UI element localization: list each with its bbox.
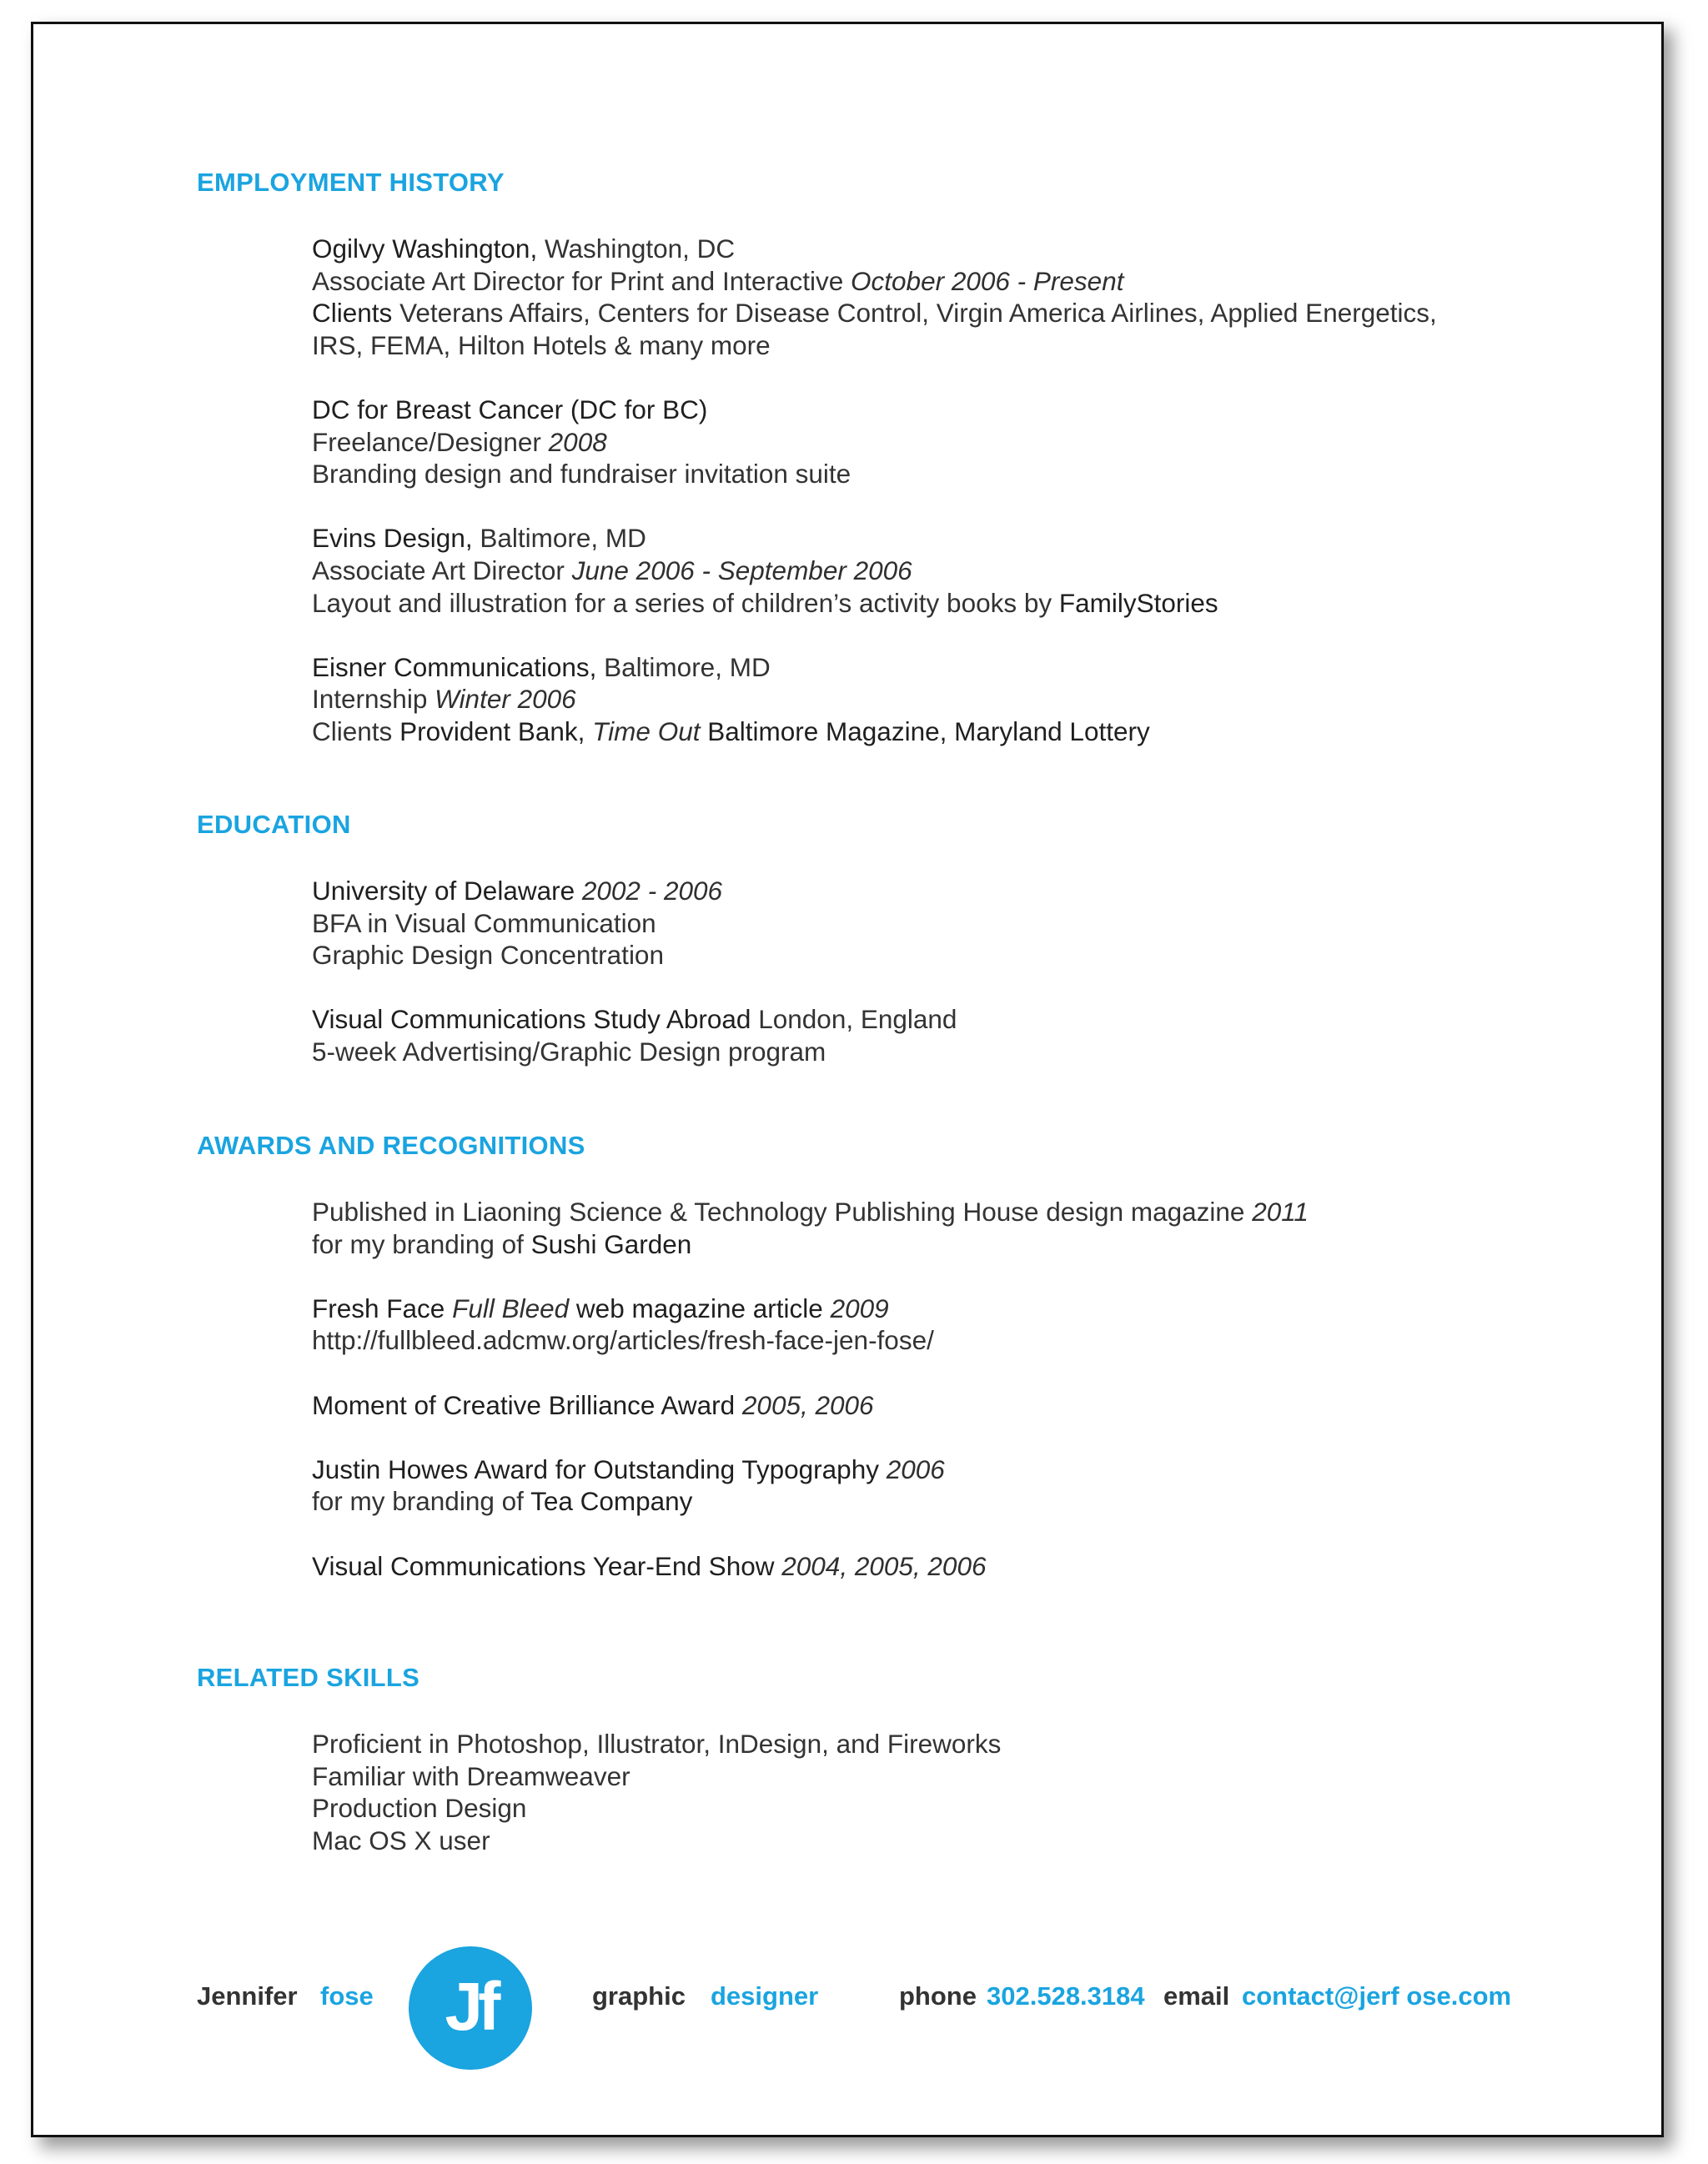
- concentration: Graphic Design Concentration: [312, 940, 664, 971]
- award-year: 2004, 2005, 2006: [781, 1550, 987, 1581]
- footer-first-name: Jennifer: [197, 1981, 298, 2011]
- award-brand: Sushi Garden: [530, 1228, 692, 1259]
- award-name: Moment of Creative Brilliance Award: [312, 1389, 736, 1420]
- resume-page: [31, 22, 1664, 2137]
- program-location: London, England: [758, 1004, 957, 1035]
- jf-logo-mark: [409, 1946, 532, 2070]
- award-text: Published in Liaoning Science & Technology Publishing House design magazine: [312, 1197, 1245, 1227]
- clients-label: Clients: [312, 298, 393, 329]
- job-dates: 2008: [548, 426, 607, 457]
- client-name: Baltimore Magazine, Maryland Lottery: [707, 715, 1150, 746]
- footer-title-graphic: graphic: [592, 1981, 686, 2011]
- award-name: Justin Howes Award for Outstanding Typography: [312, 1454, 879, 1484]
- job-role: Associate Art Director: [312, 555, 565, 585]
- employer-name: DC for Breast Cancer (DC for BC): [312, 394, 708, 424]
- award-entry-howes: [312, 1454, 1613, 1518]
- footer-email-label: email: [1163, 1981, 1230, 2011]
- education-entry-udel: [312, 875, 1613, 972]
- job-dates: Winter 2006: [435, 684, 576, 715]
- job-role: Freelance/Designer: [312, 426, 541, 457]
- degree: BFA in Visual Communication: [312, 907, 656, 938]
- footer-title-designer: designer: [711, 1981, 819, 2011]
- award-year: 2005, 2006: [741, 1389, 874, 1420]
- award-publication: Full Bleed: [452, 1293, 570, 1323]
- employer-location: Baltimore, MD: [604, 651, 771, 682]
- job-client: FamilyStories: [1058, 587, 1218, 618]
- employment-entry-evins: [312, 522, 1613, 619]
- jf-logo: [409, 1946, 532, 2070]
- skill-item: Production Design: [312, 1793, 527, 1824]
- employment-entry-eisner: [312, 651, 1613, 748]
- award-url: http://fullbleed.adcmw.org/articles/fresh-face-jen-fose/: [312, 1325, 934, 1356]
- award-year: 2006: [886, 1454, 945, 1484]
- footer-contact-bar: [197, 1946, 1615, 2071]
- skill-item: Mac OS X user: [312, 1825, 490, 1855]
- award-entry-year-end: [312, 1550, 1613, 1583]
- footer-phone-label: phone: [899, 1981, 977, 2011]
- school-name: University of Delaware: [312, 876, 575, 906]
- employer-location: Baltimore, MD: [480, 523, 646, 554]
- education-entry-abroad: [312, 1003, 1613, 1067]
- job-description: Layout and illustration for a series of children’s activity books by: [312, 587, 1052, 618]
- employment-entries: [312, 233, 1613, 748]
- footer-email[interactable]: contact@jerf ose.com: [1242, 1981, 1512, 2011]
- award-entry-fresh-face: [312, 1293, 1613, 1357]
- employment-entry-dcbc: [312, 394, 1613, 490]
- award-text: Fresh Face: [312, 1293, 445, 1323]
- award-entry-moment: [312, 1389, 1613, 1422]
- skills-list: [312, 1728, 1613, 1856]
- education-entries: [312, 875, 1613, 1068]
- award-year: 2009: [830, 1293, 889, 1323]
- employer-name: Ogilvy Washington,: [312, 233, 538, 264]
- footer-last-name: fose: [320, 1981, 374, 2011]
- clients-list: Veterans Affairs, Centers for Disease Control, Virgin America Airlines, Applied Energetics,: [399, 298, 1437, 329]
- job-role: Associate Art Director for Print and Interactive: [312, 265, 844, 296]
- skill-item: Familiar with Dreamweaver: [312, 1760, 630, 1791]
- client-name: Provident Bank,: [399, 715, 585, 746]
- award-entry-published: [312, 1196, 1613, 1260]
- employment-history-heading: EMPLOYMENT HISTORY: [197, 168, 505, 197]
- award-detail: for my branding of: [312, 1228, 524, 1259]
- clients-label: Clients: [312, 715, 393, 746]
- awards-heading: AWARDS AND RECOGNITIONS: [197, 1131, 585, 1160]
- clients-list-continued: IRS, FEMA, Hilton Hotels & many more: [312, 329, 771, 360]
- awards-entries: [312, 1196, 1613, 1582]
- jf-logo-text: Jf: [445, 1969, 496, 2045]
- skill-item: Proficient in Photoshop, Illustrator, InDesign, and Fireworks: [312, 1729, 1002, 1759]
- job-role: Internship: [312, 684, 428, 715]
- program-description: 5-week Advertising/Graphic Design program: [312, 1036, 826, 1067]
- school-dates: 2002 - 2006: [581, 876, 723, 906]
- job-dates: October 2006 - Present: [851, 265, 1124, 296]
- client-name-italic: Time Out: [592, 715, 701, 746]
- award-year: 2011: [1252, 1197, 1309, 1227]
- employer-name: Eisner Communications,: [312, 651, 597, 682]
- employer-name: Evins Design,: [312, 523, 473, 554]
- employer-location: Washington, DC: [544, 233, 736, 264]
- award-brand: Tea Company: [530, 1486, 693, 1517]
- education-heading: EDUCATION: [197, 810, 351, 839]
- program-name: Visual Communications Study Abroad: [312, 1004, 751, 1035]
- job-dates: June 2006 - September 2006: [571, 555, 912, 585]
- skills-heading: RELATED SKILLS: [197, 1663, 420, 1692]
- award-name: Visual Communications Year-End Show: [312, 1550, 775, 1581]
- job-description: Branding design and fundraiser invitation suite: [312, 459, 851, 490]
- award-detail: for my branding of: [312, 1486, 524, 1517]
- footer-phone[interactable]: 302.528.3184: [987, 1981, 1145, 2011]
- employment-entry-ogilvy: [312, 233, 1613, 361]
- award-text: web magazine article: [575, 1293, 823, 1323]
